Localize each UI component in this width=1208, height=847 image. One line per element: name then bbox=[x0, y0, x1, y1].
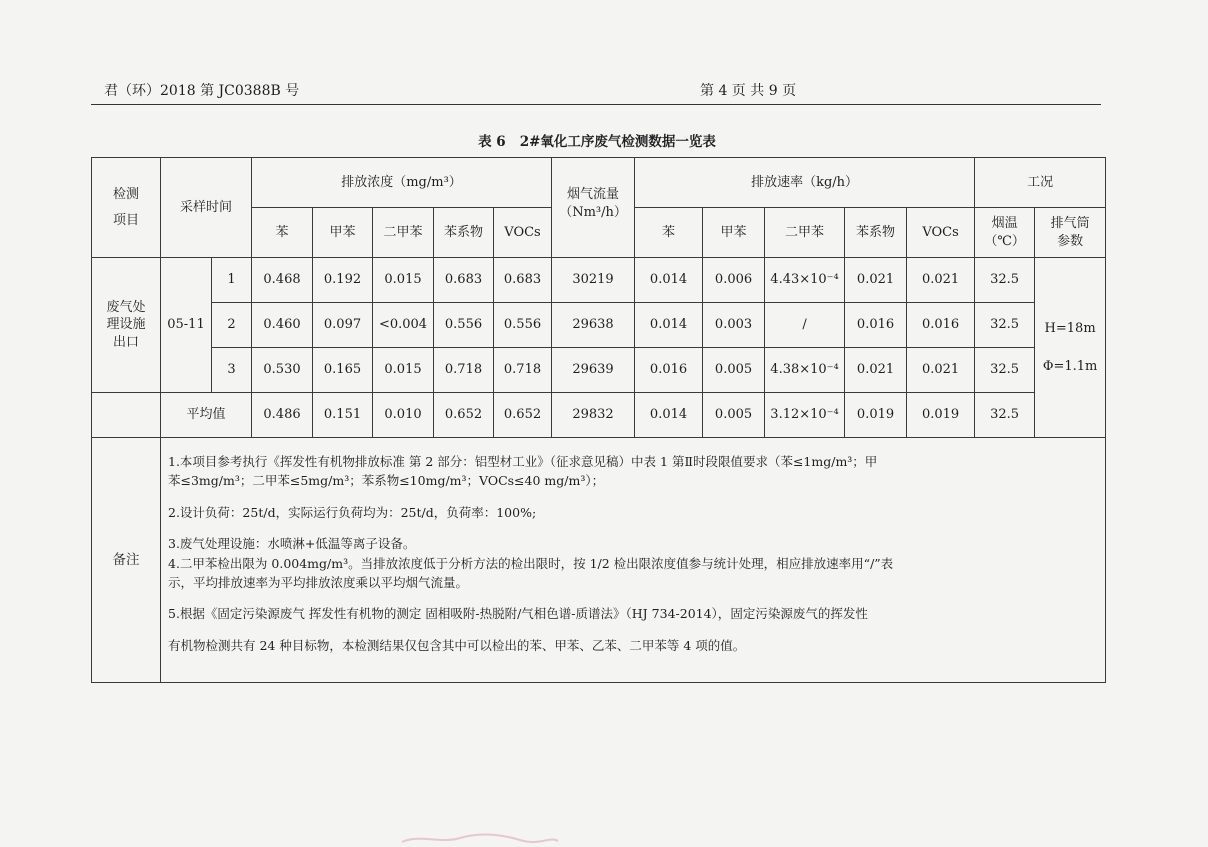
average-row bbox=[92, 393, 1106, 438]
header-rate-benzene: 苯 bbox=[635, 208, 703, 258]
header-smoke-temp-line2: （℃） bbox=[984, 233, 1025, 249]
stack-height: H=18m bbox=[1044, 320, 1096, 336]
note-3: 3.废气处理设施：水喷淋+低温等离子设备。 bbox=[168, 536, 416, 552]
conc-toluene: 0.192 bbox=[313, 258, 373, 303]
header-rate-vocs: VOCs bbox=[907, 208, 975, 258]
note-4b: 示，平均排放速率为平均排放浓度乘以平均烟气流量。 bbox=[168, 574, 469, 590]
conc-xylene: 0.015 bbox=[373, 258, 434, 303]
facility-label bbox=[92, 258, 161, 393]
header-rate-toluene: 甲苯 bbox=[703, 208, 765, 258]
header-item-line1: 检测 bbox=[112, 186, 139, 202]
smoke-temp: 32.5 bbox=[975, 348, 1035, 393]
sample-no: 3 bbox=[212, 348, 252, 393]
header-sample-time: 采样时间 bbox=[161, 158, 252, 258]
note-2: 2.设计负荷：25t/d，实际运行负荷均为：25t/d，负荷率：100%; bbox=[168, 504, 537, 520]
avg-conc-vocs: 0.652 bbox=[494, 393, 552, 438]
avg-rate-xylene: 3.12×10⁻⁴ bbox=[765, 393, 845, 438]
stamp-fragment bbox=[400, 832, 560, 844]
avg-smoke-temp: 32.5 bbox=[975, 393, 1035, 438]
table-title-text: 2#氧化工序废气检测数据一览表 bbox=[519, 134, 716, 150]
header-concentration: 排放浓度（mg/m³） bbox=[252, 158, 552, 208]
flow-value: 30219 bbox=[552, 258, 635, 303]
stack-diameter: Φ=1.1m bbox=[1042, 358, 1098, 374]
note-5b: 有机物检测共有 24 种目标物，本检测结果仅包含其中可以检出的苯、甲苯、乙苯、二甲苯等 4 项的值。 bbox=[168, 637, 746, 653]
note-5a: 5.根据《固定污染源废气 挥发性有机物的测定 固相吸附-热脱附/气相色谱-质谱法》（HJ 734-2014），固定污染源废气的挥发性 bbox=[168, 606, 868, 622]
avg-rate-benzene-series: 0.019 bbox=[845, 393, 907, 438]
facility-line3: 出口 bbox=[112, 334, 139, 350]
header-conc-xylene: 二甲苯 bbox=[373, 208, 434, 258]
avg-rate-toluene: 0.005 bbox=[703, 393, 765, 438]
flow-value: 29639 bbox=[552, 348, 635, 393]
conc-benzene: 0.468 bbox=[252, 258, 313, 303]
conc-toluene: 0.097 bbox=[313, 303, 373, 348]
average-blank bbox=[92, 393, 161, 438]
avg-conc-benzene-series: 0.652 bbox=[434, 393, 494, 438]
avg-conc-xylene: 0.010 bbox=[373, 393, 434, 438]
header-item-line2: 项目 bbox=[112, 212, 139, 228]
header-conc-vocs: VOCs bbox=[494, 208, 552, 258]
note-1b: 苯≤3mg/m³；二甲苯≤5mg/m³；苯系物≤10mg/m³；VOCs≤40 mg/m³）； bbox=[168, 473, 605, 489]
rate-vocs: 0.021 bbox=[907, 258, 975, 303]
rate-xylene: 4.38×10⁻⁴ bbox=[765, 348, 845, 393]
note-4a: 4.二甲苯检出限为 0.004mg/m³。当排放浓度低于分析方法的检出限时，按 1/2 检出限浓度值参与统计处理，相应排放速率用“/”表 bbox=[168, 555, 894, 571]
rate-benzene-series: 0.021 bbox=[845, 258, 907, 303]
conc-vocs: 0.718 bbox=[494, 348, 552, 393]
header-stack bbox=[1035, 208, 1106, 258]
header-flow bbox=[552, 158, 635, 258]
rate-benzene: 0.014 bbox=[635, 258, 703, 303]
rate-toluene: 0.006 bbox=[703, 258, 765, 303]
header-flow-line1: 烟气流量 bbox=[567, 187, 620, 202]
avg-rate-vocs: 0.019 bbox=[907, 393, 975, 438]
sample-date: 05-11 bbox=[161, 258, 212, 393]
rate-toluene: 0.005 bbox=[703, 348, 765, 393]
rate-benzene-series: 0.016 bbox=[845, 303, 907, 348]
facility-line2: 理设施 bbox=[106, 317, 146, 333]
table-row bbox=[92, 348, 1106, 393]
rate-xylene: / bbox=[765, 303, 845, 348]
rate-toluene: 0.003 bbox=[703, 303, 765, 348]
header-condition: 工况 bbox=[975, 158, 1106, 208]
header-conc-toluene: 甲苯 bbox=[313, 208, 373, 258]
header-rate-benzene-series: 苯系物 bbox=[845, 208, 907, 258]
page-indicator: 第 4 页 共 9 页 bbox=[700, 83, 797, 99]
sample-no: 2 bbox=[212, 303, 252, 348]
table-row bbox=[92, 303, 1106, 348]
facility-line1: 废气处 bbox=[106, 299, 146, 315]
avg-conc-benzene: 0.486 bbox=[252, 393, 313, 438]
rate-xylene: 4.43×10⁻⁴ bbox=[765, 258, 845, 303]
conc-benzene-series: 0.556 bbox=[434, 303, 494, 348]
notes-content bbox=[161, 438, 1106, 683]
conc-xylene: 0.015 bbox=[373, 348, 434, 393]
avg-conc-toluene: 0.151 bbox=[313, 393, 373, 438]
conc-benzene: 0.530 bbox=[252, 348, 313, 393]
rate-vocs: 0.021 bbox=[907, 348, 975, 393]
average-label: 平均值 bbox=[161, 393, 252, 438]
smoke-temp: 32.5 bbox=[975, 258, 1035, 303]
rate-benzene: 0.016 bbox=[635, 348, 703, 393]
conc-benzene-series: 0.718 bbox=[434, 348, 494, 393]
header-flow-line2: （Nm³/h） bbox=[559, 204, 627, 220]
rate-benzene-series: 0.021 bbox=[845, 348, 907, 393]
header-stack-line2: 参数 bbox=[1057, 233, 1084, 249]
header-item bbox=[92, 158, 161, 258]
header-stack-line1: 排气筒 bbox=[1050, 215, 1090, 231]
conc-benzene-series: 0.683 bbox=[434, 258, 494, 303]
sample-no: 1 bbox=[212, 258, 252, 303]
conc-xylene: <0.004 bbox=[373, 303, 434, 348]
table-title bbox=[0, 130, 1208, 150]
header-smoke-temp bbox=[975, 208, 1035, 258]
note-1a: 1.本项目参考执行《挥发性有机物排放标准 第 2 部分：铝型材工业》（征求意见稿）中表 1 第Ⅱ时段限值要求（苯≤1mg/m³；甲 bbox=[168, 454, 878, 469]
rate-vocs: 0.016 bbox=[907, 303, 975, 348]
conc-vocs: 0.683 bbox=[494, 258, 552, 303]
header-conc-benzene-series: 苯系物 bbox=[434, 208, 494, 258]
stack-parameters bbox=[1035, 258, 1106, 438]
header-conc-benzene: 苯 bbox=[252, 208, 313, 258]
table-number: 表 6 bbox=[478, 134, 506, 150]
conc-toluene: 0.165 bbox=[313, 348, 373, 393]
rate-benzene: 0.014 bbox=[635, 303, 703, 348]
header-smoke-temp-line1: 烟温 bbox=[991, 215, 1018, 231]
emission-data-table bbox=[91, 157, 1106, 683]
conc-benzene: 0.460 bbox=[252, 303, 313, 348]
notes-label: 备注 bbox=[92, 438, 161, 683]
stamp-mark bbox=[402, 834, 558, 842]
table-row bbox=[92, 258, 1106, 303]
document-number: 君（环）2018 第 JC0388B 号 bbox=[104, 83, 300, 99]
header-rate-xylene: 二甲苯 bbox=[765, 208, 845, 258]
flow-value: 29638 bbox=[552, 303, 635, 348]
notes-row bbox=[92, 438, 1106, 683]
header-divider bbox=[91, 104, 1101, 105]
avg-rate-benzene: 0.014 bbox=[635, 393, 703, 438]
smoke-temp: 32.5 bbox=[975, 303, 1035, 348]
header-rate: 排放速率（kg/h） bbox=[635, 158, 975, 208]
avg-flow-value: 29832 bbox=[552, 393, 635, 438]
conc-vocs: 0.556 bbox=[494, 303, 552, 348]
